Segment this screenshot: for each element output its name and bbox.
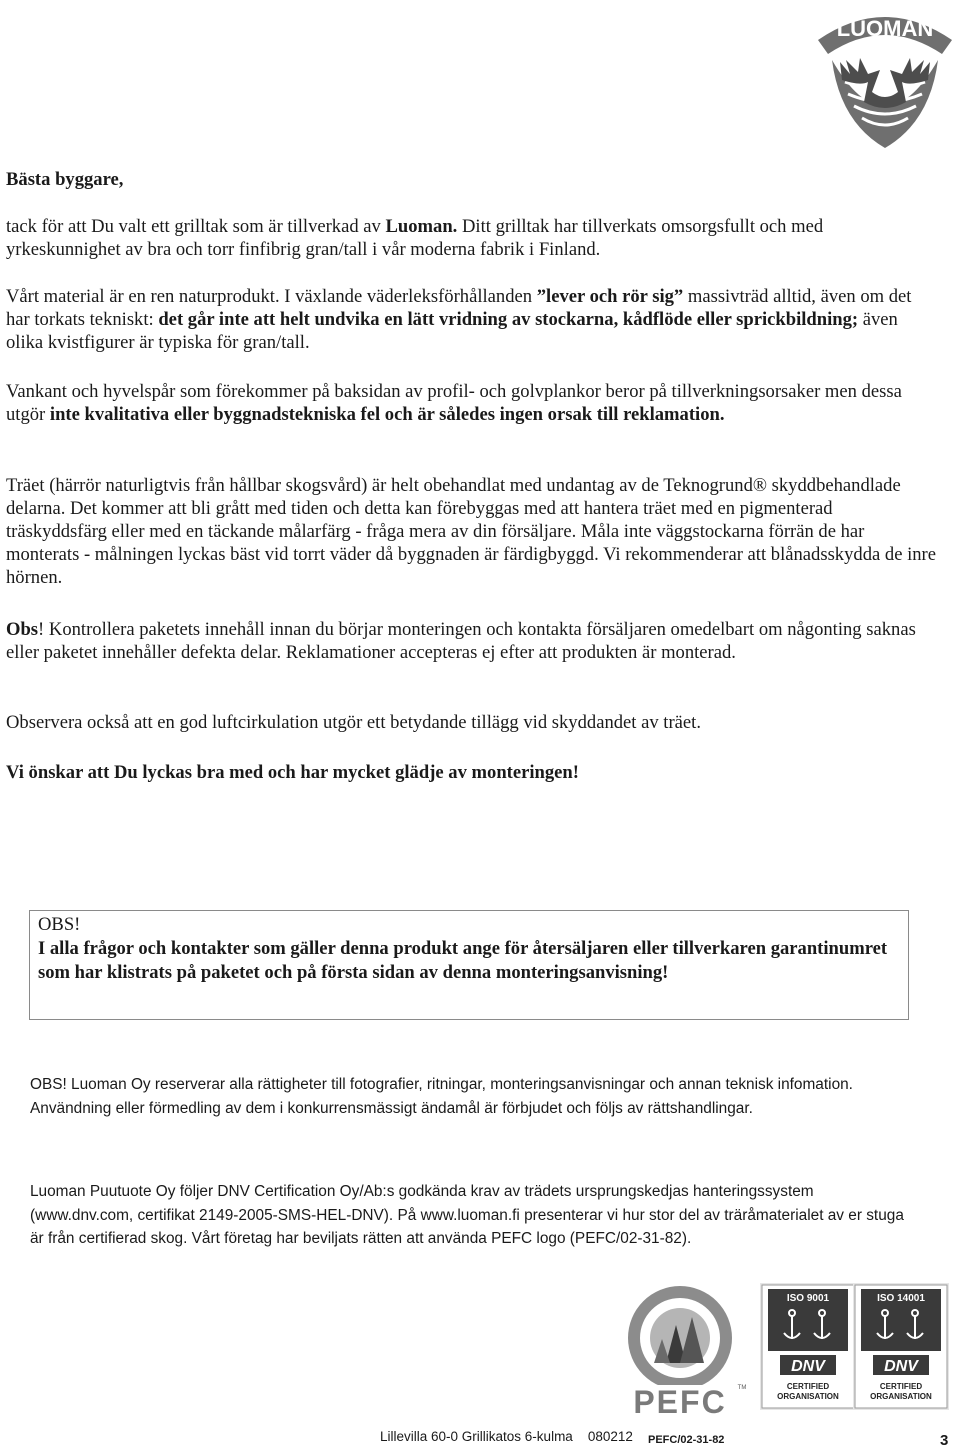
check-paragraph [6,618,936,664]
ventilation-paragraph: Observera också att en god luftcirkulation utgör ett betydande tillägg vid skyddandet av träet. [6,712,701,733]
rights-notice: OBS! Luoman Oy reserverar alla rättigheter till fotografier, ritningar, monteringsanvisningar och annan teknisk infomation. Användning eller förmedling av dem i konkurrensmässigt ändamål är förbjudet och följs av rättshandlingar. [30,1076,853,1117]
intro-paragraph [6,215,936,261]
iso-9001-standard: ISO 9001 [786,1293,830,1304]
logo-country-text: Finland [865,42,905,54]
iso-14001-line2: ORGANISATION [870,1392,932,1401]
material-text-2: massivträd alltid, även om det har torkats tekniskt: [6,286,912,330]
footer-reference: Lillevilla 60-0 Grillikatos 6-kulma 080212 [380,1429,633,1444]
pefc-label: PEFC [633,1384,727,1420]
iso-14001-standard: ISO 14001 [877,1293,925,1304]
iso-9001-line2: ORGANISATION [777,1392,839,1401]
material-paragraph [6,285,936,354]
material-bold-1: ”lever och rör sig” [536,286,684,307]
wane-text: Vankant och hyvelspår som förekommer på baksidan av profil- och golvplankor beror på tillverkningsorsaker men dessa utgör [6,381,902,425]
intro-text-1: tack för att Du valt ett grilltak som är tillverkad av [6,216,386,237]
pefc-tm: TM [737,1385,747,1391]
iso-9001-dnv: DNV [791,1358,825,1375]
wane-paragraph [6,380,936,426]
warranty-notice-text: I alla frågor och kontakter som gäller denna produkt ange för återsäljaren eller tillverkaren garantinumret som har klistrats på paketet och på första sidan av denna monteringsanvisning! [38,938,888,983]
iso-14001-dnv: DNV [884,1358,918,1375]
closing-wish: Vi önskar att Du lyckas bra med och har mycket glädje av monteringen! [6,762,579,783]
intro-text-2: Ditt grilltak har tillverkats omsorgsfullt och med yrkeskunnighet av bra och torr finfibrig gran/tall i vår moderna fabrik i Finland. [6,216,824,260]
warranty-notice-title: OBS! [38,914,81,935]
greeting: Bästa byggare, [6,169,124,190]
wane-bold: inte kvalitativa eller byggnadstekniska fel och är således ingen orsak till reklamation. [49,404,725,425]
luoman-logo [810,2,960,150]
iso-9001-badge [760,1283,856,1410]
iso-14001-badge [853,1283,949,1410]
treatment-paragraph: Träet (härrör naturligtvis från hållbar skogsvård) är helt obehandlat med undantag av de Teknogrund® skyddbehandlade delarna. Det kommer att bli grått med tiden och detta kan förebyggas med att hantera träet med en pigmenterad träskyddsfärg eller med en täckande målarfärg - fråga mera av din försäljare. Måla inte väggstockarna förrän de har monterats - målningen lyckas bäst vid torrt väder då byggnaden är färdigbyggd. Vi rekommenderar att blånadsskydda de inre hörnen. [6,475,937,588]
iso-9001-line1: CERTIFIED [786,1382,830,1391]
logo-brand-text: LUOMAN [836,16,934,41]
certification-text: Luoman Puutuote Oy följer DNV Certification Oy/Ab:s godkända krav av trädets ursprungskedjas hanteringssystem (www.dnv.com, certifikat 2149-2005-SMS-HEL-DNV). På www.luoman.fi presenterar vi hur stor del av träråmaterialet av er stuga är från certifierad skog. Vårt företag har beviljats rätten att använda PEFC logo (PEFC/02-31-82). [30,1183,904,1247]
iso-14001-line1: CERTIFIED [879,1382,923,1391]
warranty-notice-box [29,910,909,1020]
intro-brand: Luoman. [385,216,458,237]
pefc-code: PEFC/02-31-82 [648,1434,725,1446]
pefc-logo [610,1283,750,1433]
page-number: 3 [940,1432,949,1449]
check-obs: Obs [6,619,39,640]
material-text-1: Vårt material är en ren naturprodukt. I växlande väderleksförhållanden [6,286,537,307]
material-text-3: även olika kvistfigurer är typiska för gran/tall. [6,309,898,353]
check-text: ! Kontrollera paketets innehåll innan du börjar monteringen och kontakta försäljaren omedelbart om någonting saknas eller paketet innehåller defekta delar. Reklamationer accepteras ej efter att produkten är monterad. [6,619,916,663]
material-bold-2: det går inte att helt undvika en lätt vridning av stockarna, kådflöde eller sprickbildning; [158,309,859,330]
